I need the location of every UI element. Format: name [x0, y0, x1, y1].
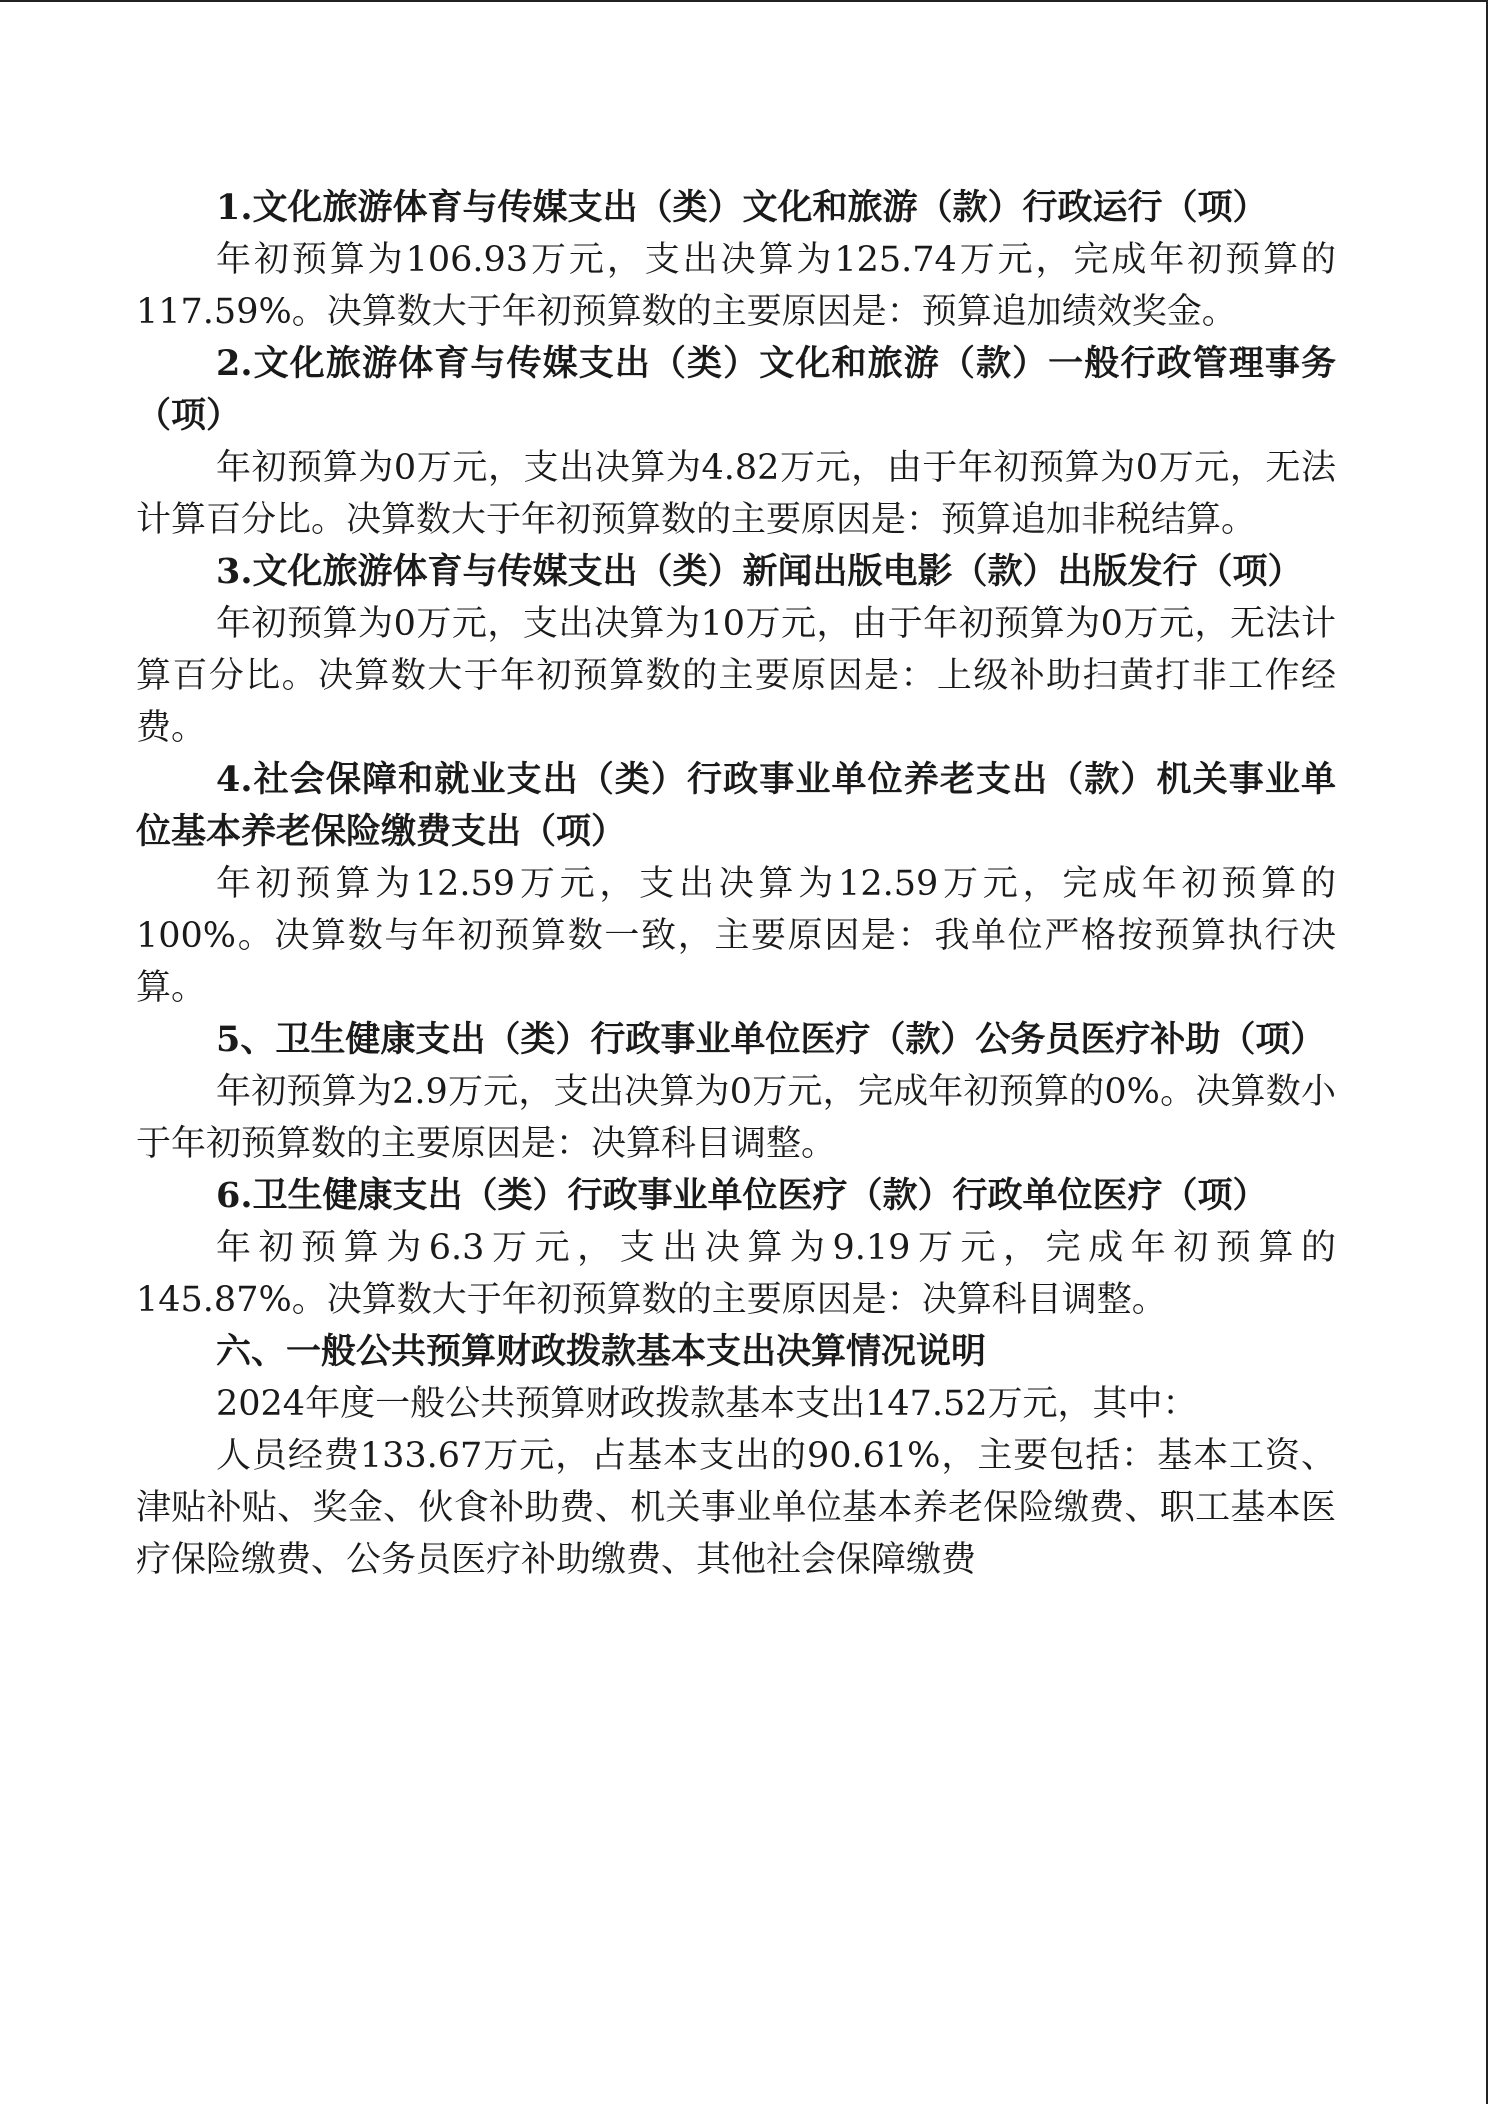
personnel-expenditure-detail: 人员经费133.67万元，占基本支出的90.61%，主要包括：基本工资、津贴补贴、奖金、伙食补助费、机关事业单位基本养老保险缴费、职工基本医疗保险缴费、公务员医疗补助缴费、其他社会保障缴费 — [136, 1436, 1336, 1580]
section-body-6: 年初预算为6.3万元，支出决算为9.19万元，完成年初预算的145.87%。决算数大于年初预算数的主要原因是：决算科目调整。 — [136, 1228, 1336, 1320]
section-heading-6: 6.卫生健康支出（类）行政事业单位医疗（款）行政单位医疗（项） — [216, 1175, 1268, 1216]
basic-expenditure-summary: 2024年度一般公共预算财政拨款基本支出147.52万元，其中： — [216, 1384, 1198, 1424]
chapter-heading-6: 六、一般公共预算财政拨款基本支出决算情况说明 — [216, 1331, 987, 1372]
section-heading-2: 2.文化旅游体育与传媒支出（类）文化和旅游（款）一般行政管理事务（项） — [136, 343, 1336, 436]
section-body-1: 年初预算为106.93万元，支出决算为125.74万元，完成年初预算的117.59%。决算数大于年初预算数的主要原因是：预算追加绩效奖金。 — [136, 240, 1336, 332]
section-body-5: 年初预算为2.9万元，支出决算为0万元，完成年初预算的0%。决算数小于年初预算数的主要原因是：决算科目调整。 — [136, 1072, 1336, 1164]
document-body — [136, 182, 1336, 1586]
section-body-2: 年初预算为0万元，支出决算为4.82万元，由于年初预算为0万元，无法计算百分比。决算数大于年初预算数的主要原因是：预算追加非税结算。 — [136, 448, 1336, 540]
section-heading-4: 4.社会保障和就业支出（类）行政事业单位养老支出（款）机关事业单位基本养老保险缴费支出（项） — [136, 759, 1336, 852]
section-body-3: 年初预算为0万元，支出决算为10万元，由于年初预算为0万元，无法计算百分比。决算数大于年初预算数的主要原因是：上级补助扫黄打非工作经费。 — [136, 604, 1336, 748]
section-heading-3: 3.文化旅游体育与传媒支出（类）新闻出版电影（款）出版发行（项） — [216, 551, 1303, 592]
section-body-4: 年初预算为12.59万元，支出决算为12.59万元，完成年初预算的100%。决算数与年初预算数一致，主要原因是：我单位严格按预算执行决算。 — [136, 864, 1336, 1008]
section-heading-1: 1.文化旅游体育与传媒支出（类）文化和旅游（款）行政运行（项） — [216, 187, 1268, 228]
section-heading-5: 5、卫生健康支出（类）行政事业单位医疗（款）公务员医疗补助（项） — [216, 1019, 1326, 1060]
